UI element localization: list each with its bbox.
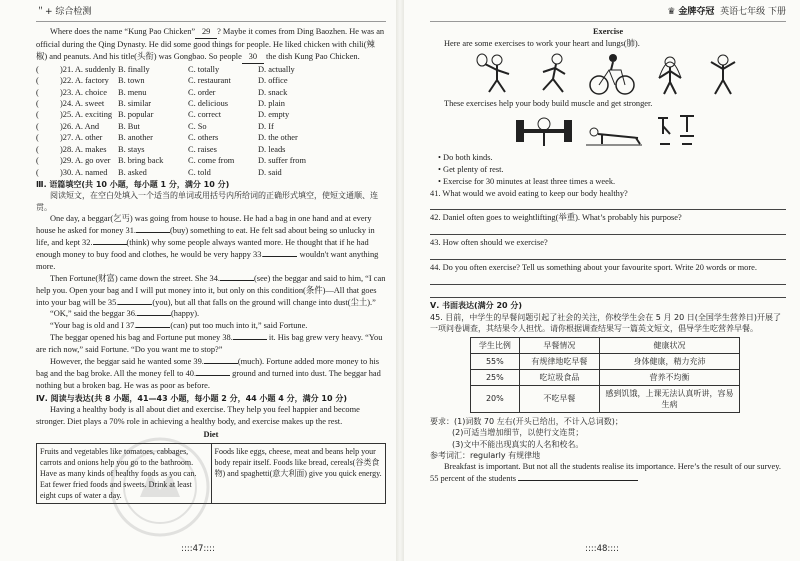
answer-bracket[interactable]: (: [36, 167, 39, 177]
essay-start-text: Breakfast is important. But not all the students realise its importance. Here’s the result of our survey. 55 percent of the students: [430, 462, 781, 484]
essay-start: [430, 461, 786, 485]
exercise-mid: These exercises help your body build muscle and get stronger.: [444, 98, 653, 108]
question-42: 42. Daniel often goes to weightlifting(举重). What’s probably his purpose?: [430, 213, 682, 223]
survey-table: [470, 337, 740, 413]
diet-title: Diet: [203, 430, 219, 440]
p3-num-38: 38.: [222, 333, 233, 343]
option-row: [36, 121, 386, 132]
section-3-instructions: 阅读短文，在空白处填入一个适当的单词或用括号内所给词的正确形式填空，使短文通顺、连贯。: [36, 191, 378, 212]
answer-bracket[interactable]: (: [36, 87, 39, 97]
survey-cell: 有规律地吃早餐: [519, 354, 599, 370]
option-cell: )23. A. choice: [60, 87, 107, 97]
blank-34[interactable]: [220, 280, 254, 281]
blank-37[interactable]: [136, 327, 170, 328]
requirement-3: (3)文中不能出现真实的人名和校名。: [452, 439, 584, 449]
exercise-tip: • Get plenty of rest.: [438, 164, 786, 176]
diet-right-cell: Foods like eggs, cheese, meat and beans help your body repair itself. Foods like bread, cereals(谷类食物) and spaghetti(意大利面) give you quick energy.: [211, 444, 386, 504]
passage-3-para-4: [36, 320, 386, 332]
p3-num-33: 33.: [253, 249, 264, 259]
answer-bracket[interactable]: (: [36, 64, 39, 74]
option-cell: C. others: [188, 133, 219, 143]
p3-num-31: 31.: [125, 225, 137, 235]
blank-38[interactable]: [233, 339, 267, 340]
option-cell: B. But: [118, 121, 140, 131]
p3-num-40: 40.: [185, 369, 197, 379]
essay-blank[interactable]: [518, 480, 638, 481]
section-4-intro: Having a healthy body is all about diet and exercise. They help you feel happier and become stronger. Diet plays a 70% role in achieving a healthy body, and exercise makes up the rest.: [36, 405, 360, 427]
answer-line-41[interactable]: [430, 199, 786, 210]
option-cell: C. totally: [188, 64, 220, 74]
answer-bracket[interactable]: (: [36, 121, 39, 131]
strength-pictures: [430, 112, 786, 150]
option-cell: B. menu: [118, 87, 147, 97]
exercise-intro: Here are some exercises to work your heart and lungs(肺).: [444, 38, 640, 48]
exercise-tip: • Do both kinds.: [438, 152, 786, 164]
option-cell: )27. A. other: [60, 133, 103, 143]
jumping-rope-icon: [647, 52, 693, 96]
survey-row: [471, 354, 740, 370]
left-header: [36, 4, 386, 22]
option-cell: C. told: [188, 167, 211, 177]
p3-text-m: it. His bag grew very heavy. “You are rich now,” said Fortune. “Do you want me to stop?”: [36, 333, 383, 355]
survey-cell: 吃垃圾食品: [519, 370, 599, 386]
exercise-tips: [438, 152, 786, 188]
p3-num-36: 36.: [126, 309, 137, 319]
p3-text-o: However, the beggar said he wanted some: [50, 357, 192, 367]
survey-row: [471, 370, 740, 386]
option-cell: C. So: [188, 121, 207, 131]
tennis-icon: [473, 52, 521, 96]
right-page-number: ::::48::::: [585, 543, 619, 554]
cloze-text-b: ? Maybe it comes from Ding Baozhen. He was an official during the Qing Dynasty. He did some good things for people. He liked chicken with chili(辣椒) and peanuts. And his title(头衔) was Gongbao. So people: [36, 27, 385, 61]
left-header-title: ＂+ 综合检测: [36, 7, 92, 17]
p3-text-b: (buy) something to eat. He felt sad about being so unlucky in life, and kept: [36, 225, 375, 247]
option-cell: C. order: [188, 87, 216, 97]
option-cell: )21. A. suddenly: [60, 64, 116, 74]
blank-40[interactable]: [196, 375, 230, 376]
passage-3-para-3: [36, 308, 386, 320]
survey-cell: 感到饥饿，上课无法认真听讲，容易生病: [600, 386, 740, 413]
option-cell: C. raises: [188, 144, 217, 154]
option-cell: B. another: [118, 133, 153, 143]
option-row: [36, 75, 386, 86]
answer-line-44b[interactable]: [430, 287, 786, 298]
answer-bracket[interactable]: (: [36, 156, 39, 166]
option-row: [36, 109, 386, 120]
passage-3-para-5: [36, 332, 386, 356]
option-cell: )26. A. And: [60, 121, 100, 131]
section-4-title: Ⅳ. 阅读与表达(共 8 小题，41—43 小题，每小题 2 分，44 小题 4 分，满分 10 分): [36, 393, 348, 403]
option-row: [36, 87, 386, 98]
right-header-title: [667, 6, 786, 19]
option-cell: B. town: [118, 76, 145, 86]
option-cell: C. come from: [188, 156, 235, 166]
survey-row: [471, 386, 740, 413]
push-up-icon: [584, 112, 644, 150]
survey-cell: 身体健康，精力充沛: [600, 354, 740, 370]
passage-3-para-6: [36, 356, 386, 392]
survey-cell: 营养不均衡: [600, 370, 740, 386]
passage-3-para-2: [36, 273, 386, 309]
p3-text-q: ground and turned into dust. The beggar had nothing but a broken bag. He was as poor as before.: [36, 369, 381, 390]
survey-cell: 25%: [471, 370, 520, 386]
option-row: [36, 167, 386, 178]
page-gutter: [396, 0, 404, 561]
option-row: [36, 144, 386, 155]
cloze-options: [36, 64, 386, 178]
answer-line-44a[interactable]: [430, 274, 786, 285]
option-cell: )30. A. named: [60, 167, 108, 177]
section-3-title: Ⅲ. 语篇填空(共 10 小题，每小题 1 分，满分 10 分): [36, 179, 230, 189]
requirement-2: (2)可适当增加细节，以使行文连贯；: [452, 428, 584, 438]
answer-bracket[interactable]: (: [36, 99, 39, 109]
question-45: 45. 目前，中学生的早餐问题引起了社会的关注，你校学生会在 5 月 20 日(全国学生营养日)开展了一项问卷调查，其结果令人担忧。请你根据调查结果写一篇英文短文，倡导学生吃营养早餐。: [430, 312, 781, 333]
option-cell: D. actually: [258, 64, 295, 74]
option-cell: )24. A. sweet: [60, 99, 105, 109]
reference-words: 参考词汇：regularly 有规律地: [430, 451, 541, 461]
section-5-title: Ⅴ. 书面表达(满分 20 分): [430, 301, 523, 311]
blank-31[interactable]: [136, 232, 170, 233]
p3-num-39: 39.: [193, 357, 204, 367]
cloze-text-a: Where does the name “Kung Pao Chicken”: [50, 27, 196, 36]
p3-text-i: (happy).: [170, 309, 200, 319]
survey-header-cell: 健康状况: [600, 338, 740, 354]
left-page-number: ::::47::::: [181, 543, 215, 554]
blank-35[interactable]: [118, 304, 152, 305]
option-row: [36, 98, 386, 109]
cycling-icon: [587, 52, 637, 96]
blank-36[interactable]: [137, 315, 171, 316]
p3-text-k: (can) put too much into it,” said Fortune.: [170, 321, 308, 331]
p3-num-32: 32.: [82, 237, 93, 247]
left-page: [0, 0, 396, 561]
option-cell: )25. A. exciting: [60, 110, 113, 120]
option-cell: B. finally: [118, 64, 150, 74]
blank-29[interactable]: 29: [195, 26, 217, 39]
answer-bracket[interactable]: (: [36, 110, 39, 120]
option-cell: )29. A. go over: [60, 156, 111, 166]
option-cell: B. bring back: [118, 156, 164, 166]
right-header: [430, 4, 786, 22]
blank-39[interactable]: [204, 363, 238, 364]
option-cell: D. office: [258, 76, 288, 86]
survey-cell: 20%: [471, 386, 520, 413]
question-44: 44. Do you often exercise? Tell us something about your favourite sport. Write 20 words or more.: [430, 263, 757, 273]
option-cell: B. asked: [118, 167, 147, 177]
p3-text-g: (you), but all that falls on the ground will change into dust(尘土).”: [152, 297, 376, 307]
watermark-icon: [100, 432, 220, 542]
survey-cell: 不吃早餐: [519, 386, 599, 413]
option-row: [36, 132, 386, 143]
option-cell: D. snack: [258, 87, 288, 97]
requirement-1: 要求：(1)词数 70 左右(开头已给出，不计入总词数)；: [430, 417, 623, 427]
option-row: [36, 155, 386, 166]
right-page-number-value: 48: [596, 543, 608, 554]
option-cell: D. plain: [258, 99, 285, 109]
p3-text-p: (much). Fortune added more money to his bag and the bag broke. All the money fell to: [36, 357, 380, 379]
exercise-title: Exercise: [592, 27, 624, 36]
p3-text-c: (think) why some people always wanted more. He thought that if he had enough money to buy food and clothes, he would be very happy: [36, 237, 369, 259]
option-cell: C. correct: [188, 110, 222, 120]
passage-3-para-1: [36, 213, 386, 273]
p3-text-e: Then Fortune(财富) came down the street. She: [50, 273, 208, 283]
blank-30[interactable]: 30: [242, 51, 264, 64]
exercise-tip: • Exercise for 30 minutes at least three times a week.: [438, 176, 786, 188]
survey-header-cell: 学生比例: [471, 338, 520, 354]
p3-num-35: 35.: [107, 297, 119, 307]
option-cell: B. stays: [118, 144, 145, 154]
option-cell: D. suffer from: [258, 156, 306, 166]
p3-text-l: The beggar opened his bag and Fortune put money: [50, 333, 221, 343]
survey-header-row: [471, 338, 740, 354]
option-cell: B. similar: [118, 99, 152, 109]
survey-header-cell: 早餐情况: [519, 338, 599, 354]
p3-text-f: (see) the beggar and said to him, “I can help you. Open your bag and I will put money into it, but only on this condition(条件)—All that goes into your bag will be: [36, 273, 386, 307]
option-cell: )28. A. makes: [60, 144, 107, 154]
survey-cell: 55%: [471, 354, 520, 370]
book-title: 英语七年级 下册: [720, 7, 786, 17]
option-cell: B. popular: [118, 110, 154, 120]
left-page-number-value: 47: [192, 543, 204, 554]
option-cell: D. the other: [258, 133, 298, 143]
option-row: [36, 64, 386, 75]
blank-33[interactable]: [263, 256, 297, 257]
option-cell: D. leads: [258, 144, 286, 154]
cloze-passage: [36, 26, 386, 64]
p3-num-34: 34.: [209, 273, 221, 283]
stretching-icon: [703, 52, 743, 96]
crown-icon: ♛: [667, 7, 676, 17]
cardio-pictures: [430, 52, 786, 96]
gym-figures-icon: [654, 112, 702, 150]
option-cell: D. empty: [258, 110, 290, 120]
p3-text-d: wouldn't want anything more.: [36, 249, 379, 271]
option-cell: C. restaurant: [188, 76, 231, 86]
cloze-text-c: the dish Kung Pao Chicken.: [265, 51, 360, 61]
answer-bracket[interactable]: (: [36, 133, 39, 143]
option-cell: )22. A. factory: [60, 76, 109, 86]
p3-text-j: “Your bag is old and I: [50, 321, 124, 331]
p3-text-a: One day, a beggar(乞丐) was going from house to house. He had a bag in one hand and at every house he asked for money: [36, 214, 372, 235]
diet-left-cell: Fruits and vegetables like tomatoes, cabbages, carrots and onions help you go to the bathroom. Have as many kinds of healthy foods as you can. Eat fewer fried foods and sweets. Drink at least eight cups of water a day.: [37, 444, 212, 504]
weightlifting-icon: [514, 112, 574, 150]
brand-name: 金牌夺冠: [678, 7, 715, 17]
answer-line-43[interactable]: [430, 249, 786, 260]
answer-bracket[interactable]: (: [36, 144, 39, 154]
blank-32[interactable]: [93, 244, 127, 245]
question-43: 43. How often should we exercise?: [430, 238, 548, 248]
p3-num-37: 37.: [125, 321, 137, 331]
answer-line-42[interactable]: [430, 224, 786, 235]
answer-bracket[interactable]: (: [36, 76, 39, 86]
right-page: [404, 0, 800, 561]
option-cell: D. said: [258, 167, 282, 177]
option-cell: D. If: [258, 121, 274, 131]
running-icon: [531, 52, 577, 96]
question-41: 41. What would we avoid eating to keep our body healthy?: [430, 188, 628, 198]
option-cell: C. delicious: [188, 99, 229, 109]
p3-text-h: “OK,” said the beggar: [50, 309, 125, 319]
